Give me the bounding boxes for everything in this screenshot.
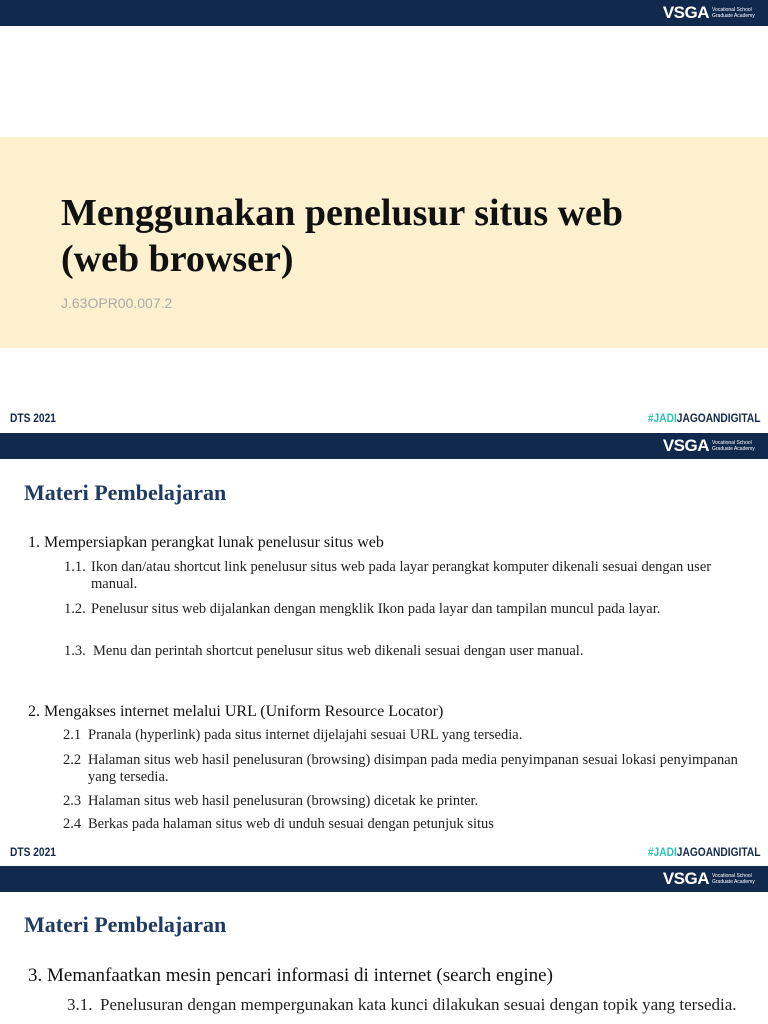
section-title-3: 3. Memanfaatkan mesin pencari informasi di internet (search engine) — [28, 965, 553, 986]
slide-title: Menggunakan penelusur situs web (web browser) — [61, 192, 624, 280]
list-item: 1.2. Penelusur situs web dijalankan dengan mengklik Ikon pada layar dan tampilan muncul pada layar. — [64, 601, 661, 617]
unit-code: J.63OPR00.007.2 — [61, 295, 173, 311]
list-item: 2.2 Halaman situs web hasil penelusuran (browsing) disimpan pada media penyimpanan sesuai lokasi penyimpanan yang tersedia. — [63, 752, 738, 785]
list-item: 1.3. Menu dan perintah shortcut penelusur situs web dikenali sesuai dengan user manual. — [64, 643, 584, 659]
section-heading: Materi Pembelajaran — [24, 480, 227, 505]
list-item: 2.1 Pranala (hyperlink) pada situs internet dijelajahi sesuai URL yang tersedia. — [63, 727, 523, 743]
footer-dts: DTS 2021 — [10, 411, 56, 425]
header-band — [0, 0, 768, 26]
header-band — [0, 433, 768, 459]
footer-hashtag: #JADIJAGOANDIGITAL — [647, 845, 760, 859]
vsga-logo: VSGA Vocational School Graduate Academy — [662, 869, 755, 888]
list-item: 2.3 Halaman situs web hasil penelusuran (browsing) dicetak ke printer. — [63, 793, 479, 809]
slide-footer — [0, 842, 768, 862]
footer-hashtag: #JADIJAGOANDIGITAL — [647, 411, 760, 425]
section-heading: Materi Pembelajaran — [24, 912, 227, 937]
header-band — [0, 866, 768, 892]
list-item: 1.1. Ikon dan/atau shortcut link penelusur situs web pada layar perangkat komputer dikenali sesuai dengan user manual. — [64, 559, 712, 592]
list-item: 3.1. Penelusuran dengan mempergunakan kata kunci dilakukan sesuai dengan topik yang tersedia. — [67, 995, 737, 1014]
section-title-1: 1. Mempersiapkan perangkat lunak penelusur situs web — [28, 534, 384, 551]
section-title-2: 2. Mengakses internet melalui URL (Uniform Resource Locator) — [28, 703, 444, 720]
list-item: 2.4 Berkas pada halaman situs web di unduh sesuai dengan petunjuk situs — [63, 816, 494, 832]
footer-dts: DTS 2021 — [10, 845, 56, 859]
slide-footer — [0, 408, 768, 428]
vsga-logo: VSGA Vocational School Graduate Academy — [662, 3, 755, 22]
vsga-logo: VSGA Vocational School Graduate Academy — [662, 436, 755, 455]
